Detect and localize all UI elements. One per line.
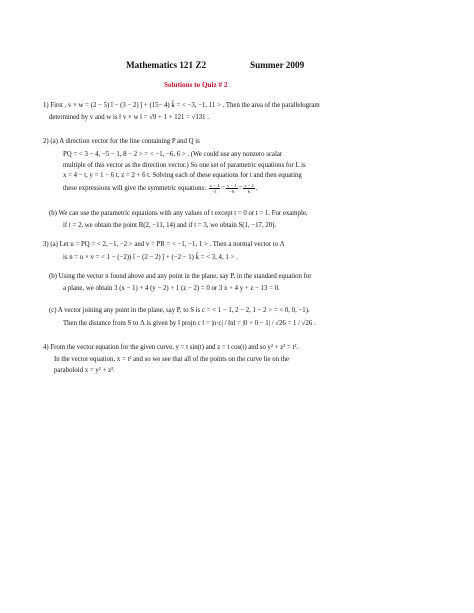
- problem-4-line-1: 4) From the vector equation for the given curve, y = t sin(t) and z = t cos(t) and so y² + z² = t².: [43, 344, 299, 351]
- problem-3a-line-1: 3) (a) Let u = PQ = < 2, −1, −2 > and v = PR = < −1, −1, 1 > . Then a normal vector to Λ: [43, 241, 285, 248]
- symmetric-fraction-z: $\frac{z - 2}{6}$: [244, 183, 254, 194]
- problem-3c-line-1: (c) A vector joining any point in the plane, say P, to S is c = < 1 − 1, 2 − 2, 1 − 2 > = < 0, 0, −1).: [49, 307, 310, 314]
- problem-2a-line-2: PQ = < 3 − 4, −5 − 1, 8 − 2 > = < −1, −6, 6 > . (We could use any nonzero scalar: [63, 151, 283, 158]
- problem-2a-line-3: multiple of this vector as the direction vector.) So one set of parametric equations for L is: [63, 162, 306, 169]
- problem-3b-line-2: a plane, we obtain 3 (x − 1) + 4 (y − 2) + 1 (z − 2) = 0 or 3 x + 4 y + z − 13 = 0.: [63, 285, 280, 292]
- problem-1-line-1: 1) First , v × w = (2 − 5) î − (3 − 2) ĵ + (15− 4) k̂ = < −3, −1, 11 > . Then the area of the parallelogram: [43, 102, 320, 109]
- course-title: Mathematics 121 Z2: [126, 60, 207, 70]
- problem-4-line-2: In the vector equation, x = t² and so we see that all of the points on the curve lie on the: [54, 356, 290, 363]
- problem-2a-line-4: x = 4 − t, y = 1 − 6 t, z = 2 + 6 t. Solving each of these equations for t and then equating: [63, 172, 302, 179]
- symmetric-fraction-y: $\frac{y - 1}{-6}$: [227, 183, 237, 194]
- problem-4-line-3: paraboloid x = y² + z².: [54, 367, 115, 374]
- symmetric-fraction-x: $\frac{x - 4}{-1}$: [209, 183, 220, 194]
- problem-2b-line-2: if t = 2, we obtain the point R(2, −11, 14) and if t = 3, we obtain S(1, −17, 20).: [63, 222, 277, 229]
- problem-3b-line-1: (b) Using the vector n found above and any point in the plane, say P, in the standard equation for: [49, 273, 312, 280]
- term-title: Summer 2009: [250, 60, 305, 70]
- quiz-subtitle: Solutions to Quiz # 2: [164, 81, 228, 89]
- problem-1-line-2: determined by v and w is ‖ v × w ‖ = √9 + 1 + 121 = √131 .: [49, 114, 209, 121]
- problem-2b-line-1: (b) We can use the parametric equations with any values of t except t = 0 or t = 1. For example,: [49, 210, 308, 217]
- symmetric-equations-text: these expressions will give the symmetric equations:: [63, 185, 207, 193]
- problem-2a-line-5: these expressions will give the symmetric equations: $\frac{x - 4}{-1}$ = $\frac{y - 1}{-6}$ = $\frac{z - 2}{6}$ .: [63, 183, 258, 194]
- problem-2a-line-1: 2) (a) A direction vector for the line containing P and Q is: [43, 138, 200, 145]
- problem-3a-line-2: is n = u × v = < 1 − (−2)) î − (2 − 2) ĵ + (−2 − 1) k̂ = < 3, 4, 1 > .: [63, 254, 238, 261]
- problem-3c-line-2: Then the distance from S to Λ is given by ‖ projn c ‖ = |n·c| / ‖n‖ = |0 + 0 − 1| / √26 = 1 / √26 .: [63, 320, 316, 327]
